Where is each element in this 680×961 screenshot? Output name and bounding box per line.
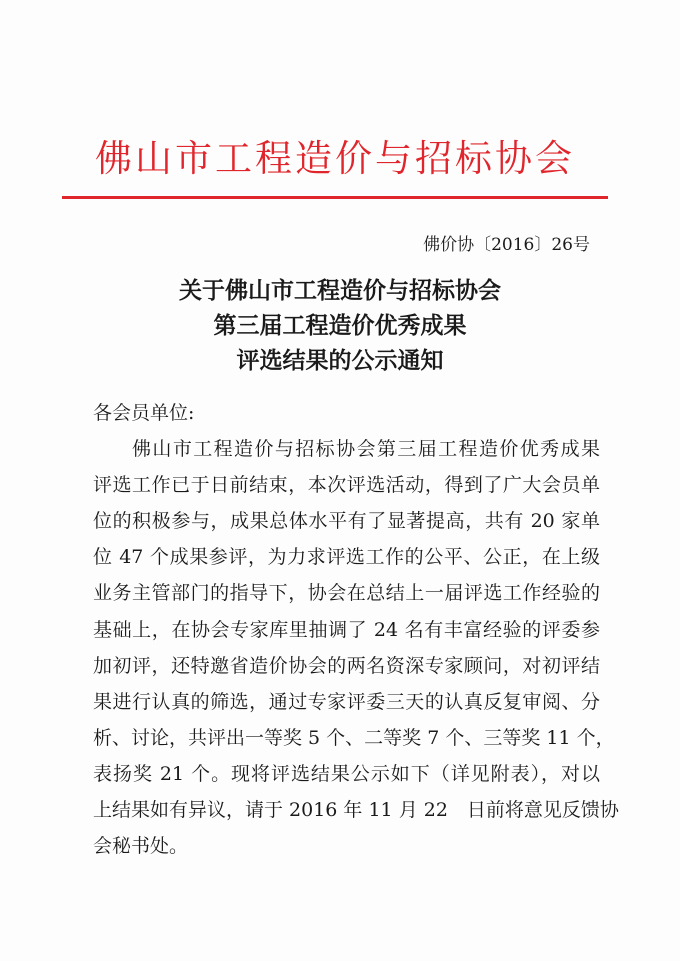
header-divider xyxy=(62,196,608,199)
organization-header: 佛山市工程造价与招标协会 xyxy=(95,137,575,180)
title-line-1: 关于佛山市工程造价与招标协会 xyxy=(179,277,501,304)
title-line-2: 第三届工程造价优秀成果 xyxy=(213,312,467,339)
body-line: 基础上，在协会专家库里抽调了 24 名有丰富经验的评委参 xyxy=(93,619,600,641)
title-line-3: 评选结果的公示通知 xyxy=(236,347,444,374)
salutation: 各会员单位: xyxy=(93,402,195,424)
body-line: 果进行认真的筛选，通过专家评委三天的认真反复审阅、分 xyxy=(93,691,600,713)
body-line: 表扬奖 21 个。现将评选结果公示如下（详见附表），对以 xyxy=(93,763,600,785)
body-line: 加初评，还特邀省造价协会的两名资深专家顾问，对初评结 xyxy=(93,655,600,677)
body-line: 业务主管部门的指导下，协会在总结上一届评选工作经验的 xyxy=(93,582,600,604)
body-line: 位的积极参与，成果总体水平有了显著提高，共有 20 家单 xyxy=(93,510,600,532)
body-line: 析、讨论，共评出一等奖 5 个、二等奖 7 个、三等奖 11 个， xyxy=(93,727,615,749)
document-number: 佛价协〔2016〕26号 xyxy=(423,235,590,255)
body-line: 位 47 个成果参评，为力求评选工作的公平、公正，在上级 xyxy=(93,546,600,568)
body-line: 评选工作已于日前结束，本次评选活动，得到了广大会员单 xyxy=(93,474,600,496)
body-line: 会秘书处。 xyxy=(93,835,189,857)
body-line: 佛山市工程造价与招标协会第三届工程造价优秀成果 xyxy=(132,438,600,460)
body-line: 上结果如有异议，请于 2016 年 11 月 22 日前将意见反馈协 xyxy=(93,799,619,821)
